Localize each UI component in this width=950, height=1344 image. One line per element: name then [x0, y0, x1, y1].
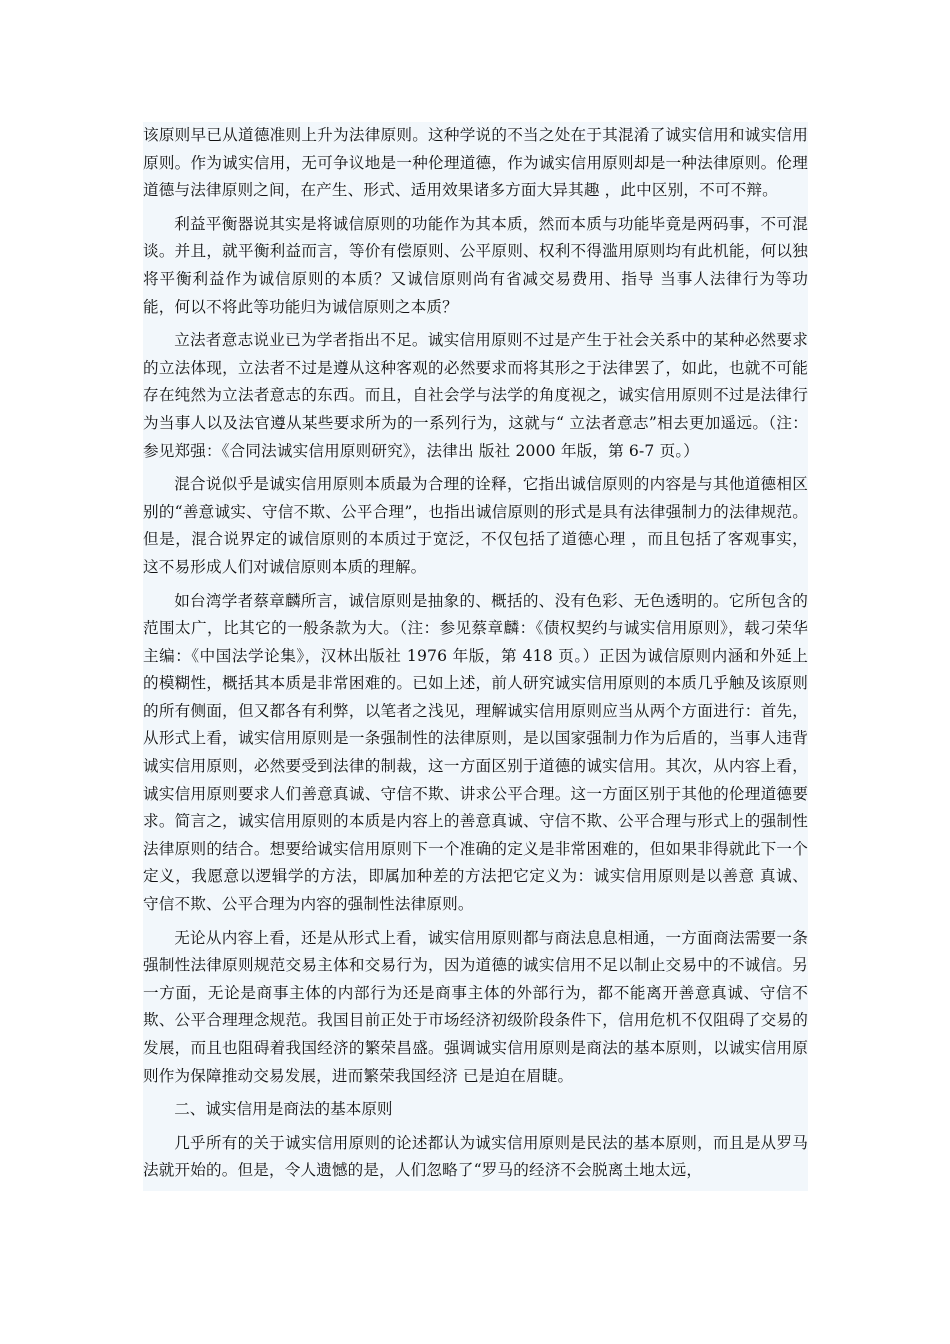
paragraph-3: 立法者意志说业已为学者指出不足。诚实信用原则不过是产生于社会关系中的某种必然要求的立法体现，立法者不过是遵从这种客观的必然要求而将其形之于法律罢了，如此，也就不可能存在纯然为立法者意志的东西。而且，自社会学与法学的角度视之，诚实信用原则不过是法律行为当事人以及法官遵从某些要求所为的一系列行为，这就与“ 立法者意志”相去更加遥远。（注：参见郑强：《合同法诚实信用原则研究》，法律出 版社 2000 年版，第 6-7 页。） [143, 331, 808, 460]
paragraph-4: 混合说似乎是诚实信用原则本质最为合理的诠释，它指出诚信原则的内容是与其他道德相区别的“善意诚实、守信不欺、公平合理”，也指出诚信原则的形式是具有法律强制力的法律规范。但是，混合说界定的诚信原则的本质过于宽泛，不仅包括了道德心理 ，而且包括了客观事实，这不易形成人们对诚信原则本质的理解。 [143, 475, 808, 576]
paragraph-5: 如台湾学者蔡章麟所言，诚信原则是抽象的、概括的、没有色彩、无色透明的。它所包含的范围太广，比其它的一般条款为大。（注：参见蔡章麟：《债权契约与诚实信用原则》，载刁荣华主编：《中国法学论集》，汉林出版社 1976 年版，第 418 页。）正因为诚信原则内涵和外延上的模糊性，概括其本质是非常困难的。已如上述，前人研究诚实信用原则的本质几乎触及该原则的所有侧面，但又都各有利弊，以笔者之浅见，理解诚实信用原则应当从两个方面进行：首先，从形式上看，诚实信用原则是一条强制性的法律原则，是以国家强制力作为后盾的，当事人违背诚实信用原则，必然要受到法律的制裁，这一方面区别于道德的诚实信用。其次，从内容上看，诚实信用原则要求人们善意真诚、守信不欺、讲求公平合理。这一方面区别于其他的伦理道德要求。简言之，诚实信用原则的本质是内容上的善意真诚、守信不欺、公平合理与形式上的强制性法律原则的结合。想要给诚实信用原则下一个准确的定义是非常困难的，但如果非得就此下一个定义，我愿意以逻辑学的方法，即属加种差的方法把它定义为：诚实信用原则是以善意 真诚、守信不欺、公平合理为内容的强制性法律原则。 [143, 591, 808, 914]
paragraph-6: 无论从内容上看，还是从形式上看，诚实信用原则都与商法息息相通，一方面商法需要一条强制性法律原则规范交易主体和交易行为，因为道德的诚实信用不足以制止交易中的不诚信。另一方面，无论是商事主体的内部行为还是商事主体的外部行为，都不能离开善意真诚、守信不欺、公平合理理念规范。我国目前正处于市场经济初级阶段条件下，信用危机不仅阻碍了交易的发展，而且也阻碍着我国经济的繁荣昌盛。强调诚实信用原则是商法的基本原则，以诚实信用原则作为保障推动交易发展，进而繁荣我国经济 已是迫在眉睫。 [143, 928, 808, 1085]
section-heading: 二、诚实信用是商法的基本原则 [174, 1100, 393, 1119]
paragraph-7: 几乎所有的关于诚实信用原则的论述都认为诚实信用原则是民法的基本原则，而且是从罗马法就开始的。但是，令人遗憾的是，人们忽略了“罗马的经济不会脱离土地太远， [143, 1133, 808, 1180]
paragraph-1: 该原则早已从道德准则上升为法律原则。这种学说的不当之处在于其混淆了诚实信用和诚实信用原则。作为诚实信用，无可争议地是一种伦理道德，作为诚实信用原则却是一种法律原则。伦理道德与法律原则之间，在产生、形式、适用效果诸多方面大异其趣 ，此中区别，不可不辩。 [143, 126, 808, 200]
paragraph-2: 利益平衡器说其实是将诚信原则的功能作为其本质，然而本质与功能毕竟是两码事，不可混谈。并且，就平衡利益而言，等价有偿原则、公平原则、权利不得滥用原则均有此机能，何以独将平衡利益作为诚信原则的本质？又诚信原则尚有省减交易费用、指导 当事人法律行为等功能，何以不将此等功能归为诚信原则之本质？ [143, 214, 808, 316]
article-body [143, 122, 808, 1191]
